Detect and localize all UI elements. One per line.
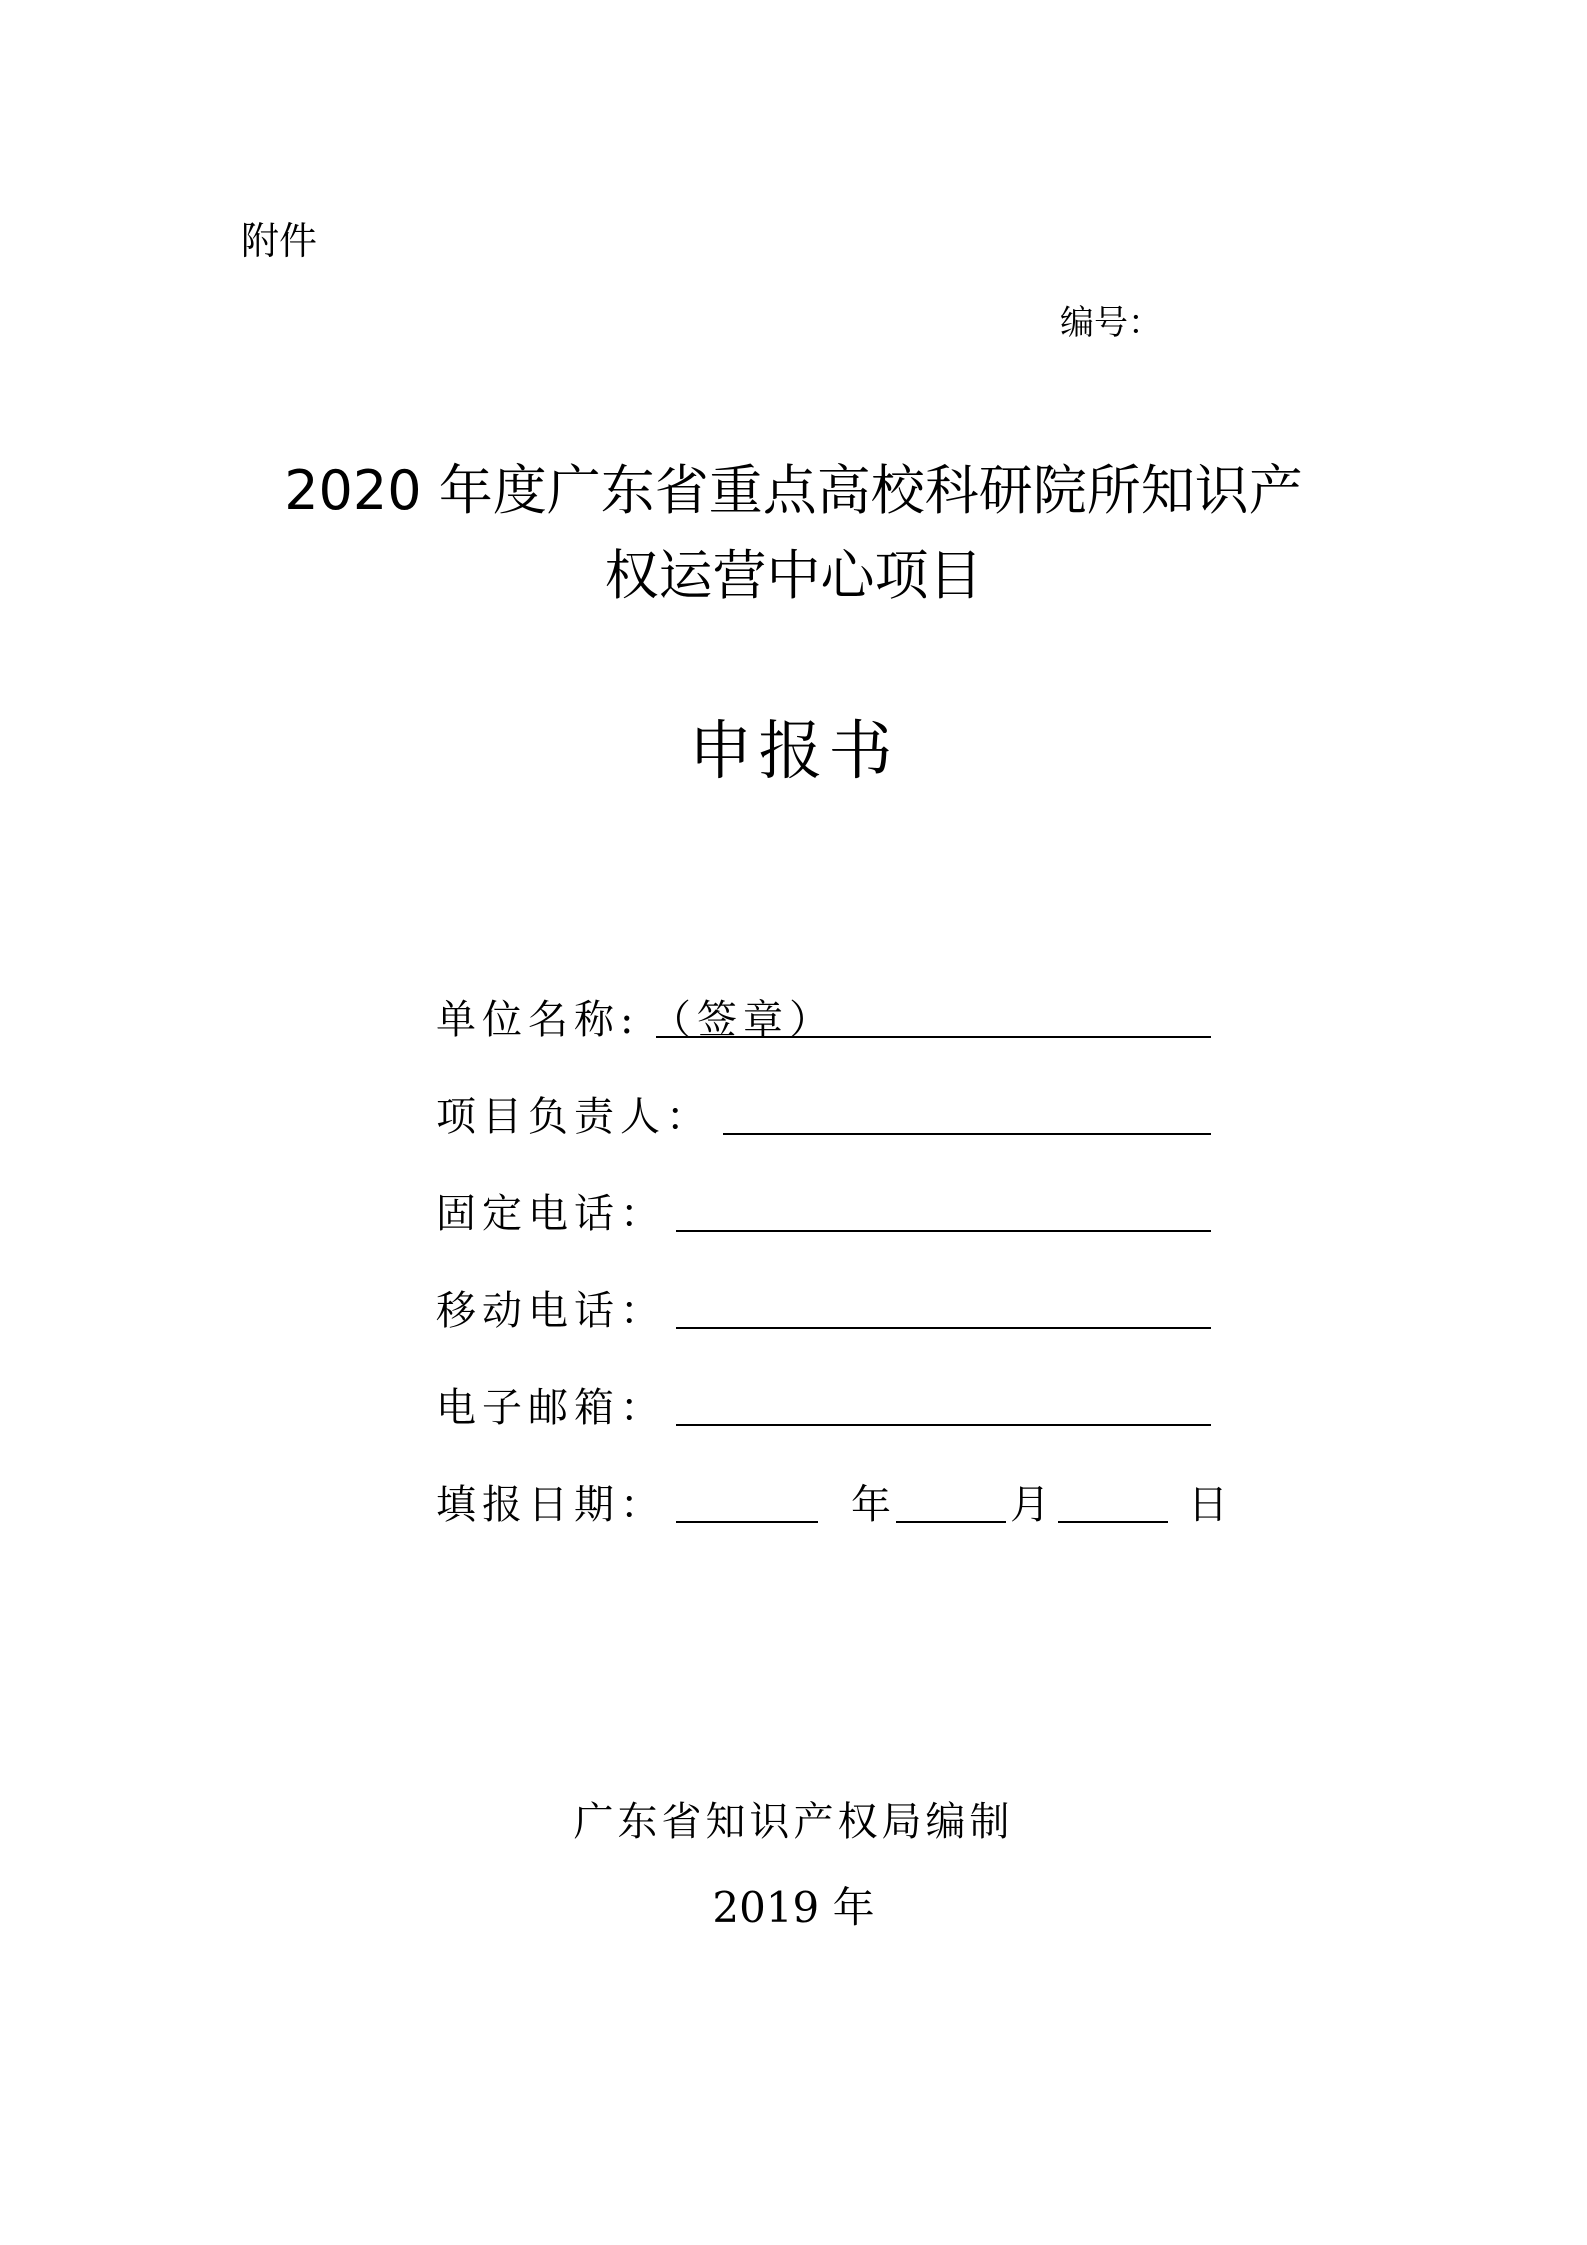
- fill-date-label: 填报日期：: [436, 1482, 666, 1528]
- month-unit: 月: [1010, 1482, 1056, 1528]
- fill-date-month-line[interactable]: [896, 1473, 1006, 1523]
- email-label: 电子邮箱：: [436, 1385, 666, 1431]
- document-subtitle: 申报书: [688, 715, 899, 789]
- fill-date-field: [436, 1473, 1236, 1533]
- fill-date-day-line[interactable]: [1058, 1473, 1168, 1523]
- landline-label: 固定电话：: [436, 1191, 666, 1237]
- document-title-line-1: 2020 年度广东省重点高校科研院所知识产: [284, 459, 1303, 522]
- project-leader-label: 项目负责人：: [436, 1094, 712, 1140]
- email-field: [436, 1376, 1216, 1436]
- serial-number-label: 编号：: [1060, 303, 1162, 343]
- email-input-line[interactable]: [676, 1376, 1211, 1426]
- document-title-line-2: 权运营中心项目: [604, 544, 983, 607]
- landline-field: [436, 1182, 1216, 1242]
- mobile-label: 移动电话：: [436, 1288, 666, 1334]
- landline-input-line[interactable]: [676, 1182, 1211, 1232]
- unit-name-label: 单位名称:: [436, 997, 640, 1043]
- day-unit: 日: [1188, 1482, 1234, 1528]
- unit-name-seal-hint: （签章）: [651, 997, 835, 1043]
- attachment-label: 附件: [241, 219, 318, 263]
- unit-name-field: [436, 988, 1216, 1048]
- mobile-field: [436, 1279, 1216, 1339]
- project-leader-input-line[interactable]: [723, 1085, 1211, 1135]
- issuing-organization: 广东省知识产权局编制: [573, 1799, 1014, 1845]
- mobile-input-line[interactable]: [676, 1279, 1211, 1329]
- year-unit: 年: [851, 1482, 897, 1528]
- project-leader-field: [436, 1085, 1216, 1145]
- fill-date-year-line[interactable]: [676, 1473, 818, 1523]
- issue-year: 2019 年: [712, 1883, 875, 1932]
